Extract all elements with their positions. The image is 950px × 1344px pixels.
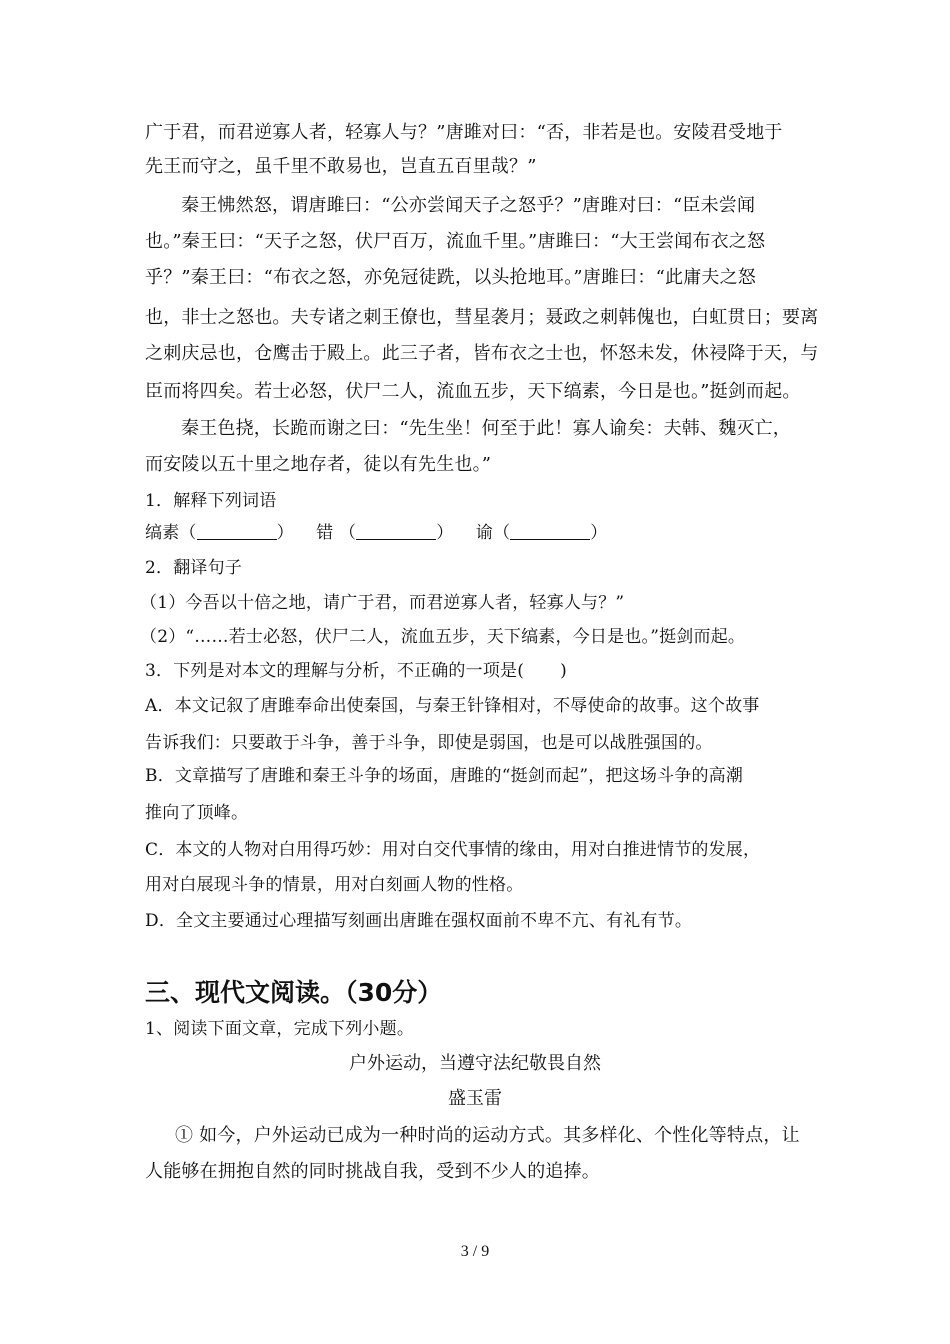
option-b-line: B．文章描写了唐雎和秦王斗争的场面，唐雎的“挺剑而起”，把这场斗争的高潮: [145, 766, 744, 786]
question-1-title: 1．解释下列词语: [145, 491, 277, 511]
passage-line: 臣而将四矣。若士必怒，伏尸二人，流血五步，天下缟素，今日是也。”挺剑而起。: [145, 381, 801, 402]
q1-word3: 谕（: [475, 523, 511, 543]
passage-line: 之刺庆忌也，仓鹰击于殿上。此三子者，皆布衣之士也，怀怒未发，休祲降于天，与: [145, 343, 819, 364]
passage-line: 秦王色挠，长跪而谢之曰：“先生坐！何至于此！寡人谕矣：夫韩、魏灭亡，: [181, 418, 791, 439]
question-2-title: 2．翻译句子: [145, 558, 243, 578]
option-c-line: C．本文的人物对白用得巧妙：用对白交代事情的缘由，用对白推进情节的发展，: [145, 840, 761, 860]
question-1-blanks: 缟素（ ） 错 （ ） 谕（ ）: [145, 523, 608, 543]
passage-line: 广于君，而君逆寡人者，轻寡人与？”唐雎对曰：“否，非若是也。安陵君受地于: [145, 122, 783, 143]
option-a-line: A．本文记叙了唐雎奉命出使秦国，与秦王针锋相对，不辱使命的故事。这个故事: [145, 696, 760, 716]
passage-line: 乎？”秦王曰：“布衣之怒，亦免冠徒跣，以头抢地耳。”唐雎曰：“此庸夫之怒: [145, 267, 757, 288]
question-2-sentence-1: （1）今吾以十倍之地，请广于君，而君逆寡人者，轻寡人与？”: [140, 593, 625, 613]
article-author: 盛玉雷: [448, 1088, 502, 1109]
passage-line: 也，非士之怒也。夫专诸之刺王僚也，彗星袭月；聂政之刺韩傀也，白虹贯日；要离: [145, 307, 819, 328]
article-paragraph-line: 人能够在拥抱自然的同时挑战自我，受到不少人的追捧。: [145, 1161, 600, 1182]
article-paragraph-line: ① 如今，户外运动已成为一种时尚的运动方式。其多样化、个性化等特点，让: [175, 1125, 800, 1146]
q1-word1: 缟素（: [145, 523, 197, 543]
answer-blank-2[interactable]: [356, 523, 436, 540]
section-heading: 三、现代文阅读。（30分）: [145, 978, 443, 1007]
passage-line: 而安陵以五十里之地存者，徒以有先生也。”: [145, 454, 492, 475]
passage-line: 秦王怫然怒，谓唐雎曰：“公亦尝闻天子之怒乎？”唐雎对曰：“臣未尝闻: [181, 195, 756, 216]
passage-line: 先王而守之，虽千里不敢易也，岂直五百里哉？”: [145, 156, 537, 177]
answer-blank-3[interactable]: [510, 523, 590, 540]
q1-word2: 错 （: [316, 523, 357, 543]
option-d-line: D．全文主要通过心理描写刻画出唐雎在强权面前不卑不亢、有礼有节。: [145, 911, 693, 931]
answer-blank-1[interactable]: [197, 523, 277, 540]
question-2-sentence-2: （2）“……若士必怒，伏尸二人，流血五步，天下缟素，今日是也。”挺剑而起。: [140, 627, 746, 647]
option-c-line: 用对白展现斗争的情景，用对白刻画人物的性格。: [145, 875, 524, 895]
option-a-line: 告诉我们：只要敢于斗争，善于斗争，即使是弱国，也是可以战胜强国的。: [145, 733, 713, 753]
section-instruction: 1、阅读下面文章，完成下列小题。: [145, 1019, 415, 1039]
page-number: 3 / 9: [460, 1243, 490, 1260]
option-b-line: 推向了顶峰。: [145, 803, 249, 823]
passage-line: 也。”秦王曰：“天子之怒，伏尸百万，流血千里。”唐雎曰：“大王尝闻布衣之怒: [145, 231, 766, 252]
article-title: 户外运动，当遵守法纪敬畏自然: [349, 1053, 601, 1074]
question-3-title: 3．下列是对本文的理解与分析，不正确的一项是( ): [145, 661, 567, 681]
